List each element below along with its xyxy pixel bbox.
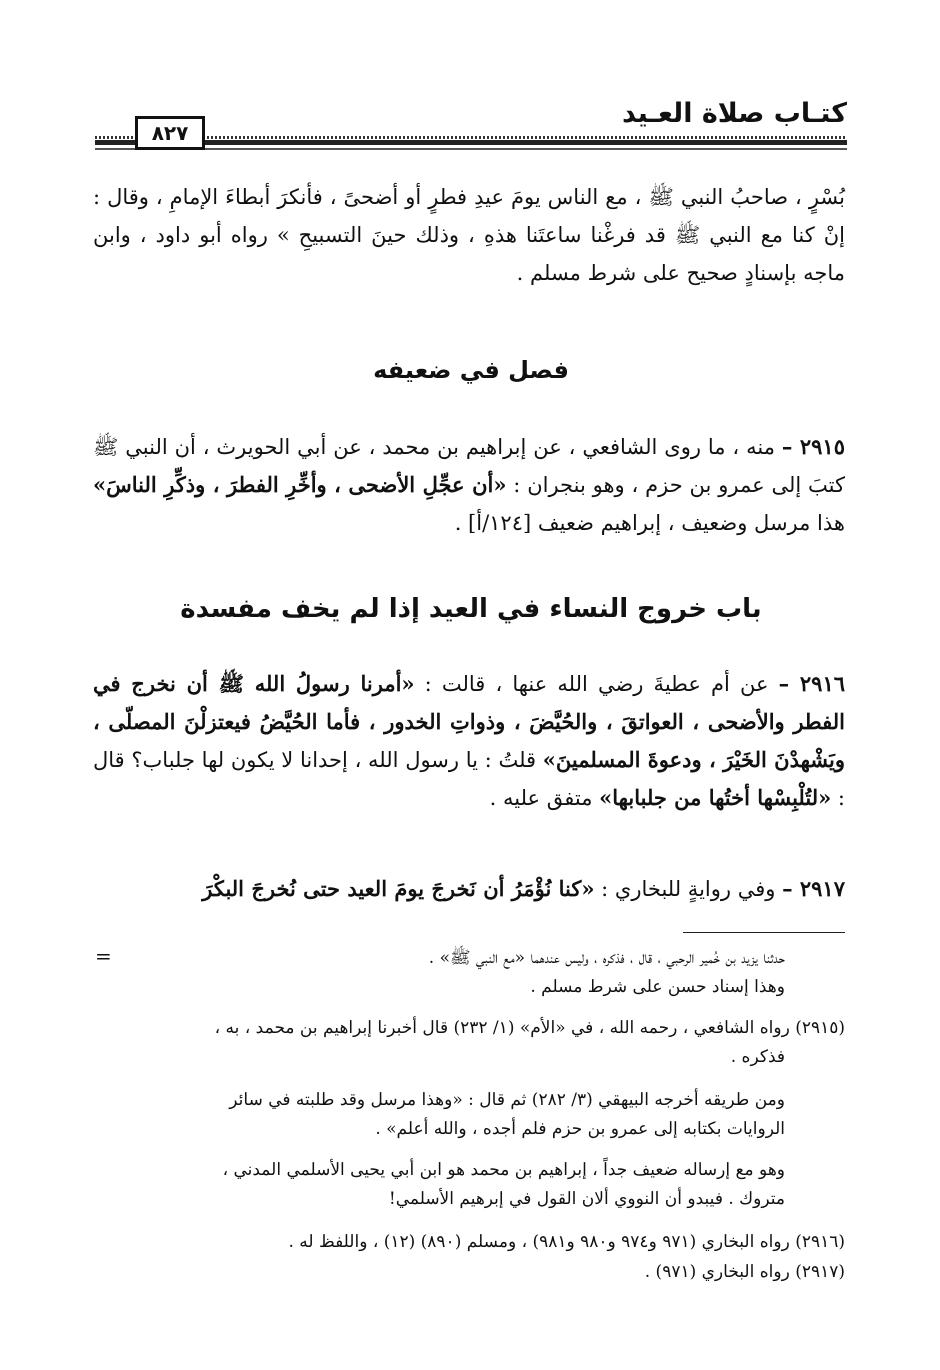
footnote-line: فذكره . xyxy=(730,1047,785,1067)
footnote-continuation-mark: = xyxy=(95,944,112,968)
header-hatched-rule xyxy=(95,136,847,139)
paragraph-continuation: بُسْرٍ ، صاحبُ النبي ﷺ ، مع الناس يومَ عيدِ فطرٍ أو أضحىً ، فأنكرَ أبطاءَ الإمامِ ، وقال : إنْ كنا مع النبي ﷺ قد فرغْنا ساعتَنا هذهِ ، وذلك حينَ التسبيحِ » رواه أبو داود ، وابن ماجه بإسنادٍ صحيح على شرط مسلم . xyxy=(93,185,845,285)
footnote-line: وهو مع إرساله ضعيف جداً ، إبراهيم بن محمد هو ابن أبي يحيى الأسلمي المدني ، xyxy=(222,1160,785,1180)
hadith-text: عن أم عطيةَ رضي الله عنها ، قالت : xyxy=(414,672,779,696)
hadith-2917 xyxy=(93,870,845,908)
header-thick-rule xyxy=(95,140,847,145)
footnote-2917: (٢٩١٧) رواه البخاري (٩٧١) . xyxy=(644,1262,845,1282)
footnote-2916: (٢٩١٦) رواه البخاري (٩٧١ و٩٧٤ و٩٨٠ و٩٨١) ، ومسلم (٨٩٠) (١٢) ، واللفظ له . xyxy=(288,1232,845,1252)
footnote-continued xyxy=(93,944,845,1002)
footnote-line: حدثنا يزيد بن خُمير الرحبي ، قال ، فذكره ، وليس عندهما «مع النبي ﷺ» . xyxy=(428,948,785,968)
hadith-quote: «كنا نُؤْمَرُ أن نَخرجَ يومَ العيد حتى نُخرجَ البكْرَ xyxy=(202,876,595,901)
footnote-separator xyxy=(683,932,845,933)
chapter-heading-women-eid: باب خروج النساء في العيد إذا لم يخف مفسدة xyxy=(180,594,762,624)
hadith-number: ٢٩١٥ – xyxy=(781,434,845,459)
footnote-2915 xyxy=(93,1014,845,1072)
footnote-line: وهذا إسناد حسن على شرط مسلم . xyxy=(530,977,785,997)
hadith-text: قلتُ : يا رسول الله ، إحدانا لا يكون لها جلباب؟ قال : xyxy=(93,748,845,810)
hadith-text: هذا مرسل وضعيف ، إبراهيم ضعيف [١٢٤/أ] . xyxy=(454,511,845,535)
running-title: كتـاب صلاة العـيد xyxy=(621,98,847,129)
hadith-2915 xyxy=(93,428,845,542)
hadith-quote: «أمرنا رسولُ الله ﷺ أن نخرج في الفطر والأضحى ، العواتقَ ، والحُيَّضَ ، وذواتِ الخدور ، فأما الحُيَّضُ فيعتزلْنَ المصلّى ، ويَشْهدْنَ الخَيْرَ ، ودعوةَ المسلمينَ» xyxy=(93,671,845,772)
footnote-2915-bayhaqi xyxy=(93,1086,845,1144)
section-heading-weak: فصل في ضعيفه xyxy=(373,356,569,384)
page-header xyxy=(95,98,847,150)
header-thin-rule xyxy=(95,148,847,150)
page-number: ٨٢٧ xyxy=(135,116,205,150)
hadith-text: منه ، ما روى الشافعي ، عن إبراهيم بن محمد ، عن أبي الحويرث ، أن النبي ﷺ كتبَ إلى عمرو بن حزم ، وهو بنجران : xyxy=(93,435,845,497)
hadith-number: ٢٩١٦ – xyxy=(778,671,846,696)
hadith-text: متفق عليه . xyxy=(489,786,600,810)
hadith-text: وفي روايةٍ للبخاري : xyxy=(594,877,783,901)
hadith-number: ٢٩١٧ – xyxy=(782,876,845,901)
footnote-line: ومن طريقه أخرجه البيهقي (٣/ ٢٨٢) ثم قال : «وهذا مرسل وقد طلبته في سائر xyxy=(229,1090,785,1110)
hadith-quote: «أن عجِّلِ الأضحى ، وأخِّرِ الفطرَ ، وذكِّرِ الناسَ» xyxy=(93,472,507,497)
footnote-line: متروك . فيبدو أن النووي ألان القول في إبرهيم الأسلمي! xyxy=(388,1189,785,1209)
hadith-2916 xyxy=(93,665,845,817)
footnote-2915-grading xyxy=(93,1156,845,1214)
footnote-line: (٢٩١٥) رواه الشافعي ، رحمه الله ، في «الأم» (١/ ٢٣٢) قال أخبرنا إبراهيم بن محمد ، به ، xyxy=(214,1018,845,1038)
footnote-line: الروايات بكتابه إلى عمرو بن حزم فلم أجده ، والله أعلم» . xyxy=(375,1119,785,1139)
hadith-quote: «لتُلْبِسْها أختُها من جلبابها» xyxy=(599,785,832,810)
